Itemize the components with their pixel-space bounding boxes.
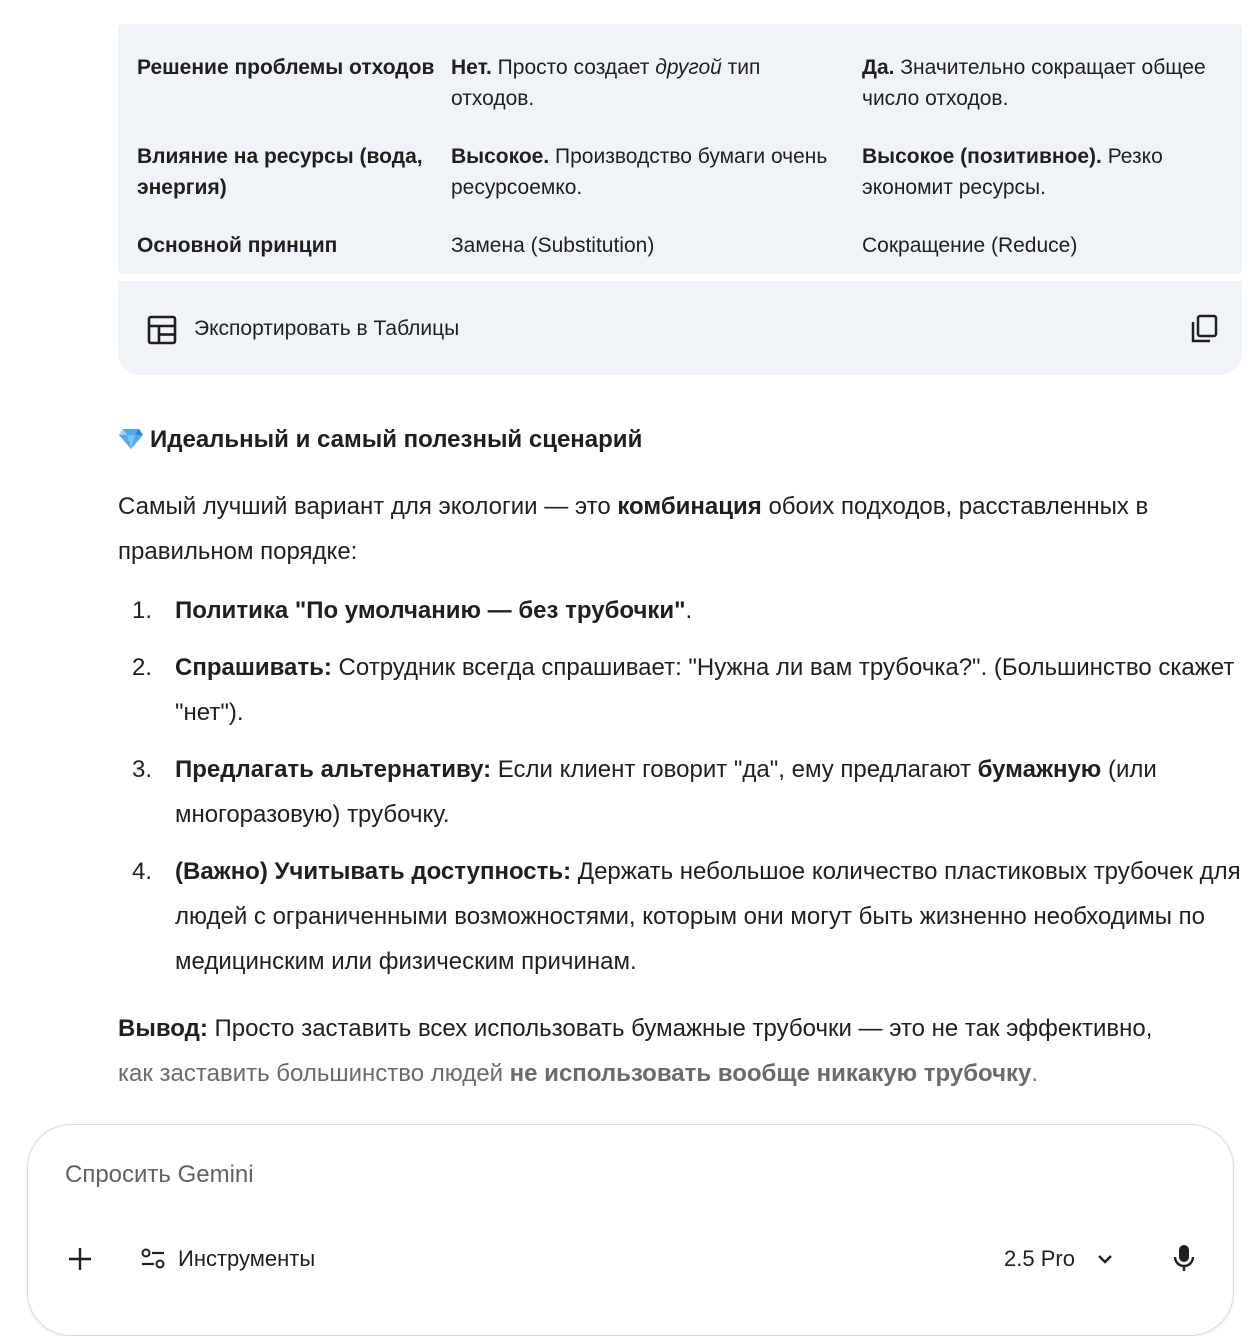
prompt-composer [27,1124,1234,1336]
row-label: Основной принцип [137,234,338,257]
row-label: Влияние на ресурсы (вода, энергия) [137,145,423,199]
row-label: Решение проблемы отходов [137,56,435,79]
intro-paragraph: Самый лучший вариант для экологии — это комбинация обоих подходов, расставленных в правильном порядке: [118,493,1149,565]
plus-icon[interactable] [64,1243,96,1275]
cell: Нет. Просто создает другой тип отходов. [451,56,761,110]
list-item: 2. Спрашивать: Сотрудник всегда спрашивает: "Нужна ли вам трубочка?". (Большинство скажет "нет"). [132,654,1235,726]
comparison-table [118,24,1242,274]
numbered-list [118,588,1248,996]
cell: Высокое. Производство бумаги очень ресурсоемко. [451,145,828,199]
list-item: 4. (Важно) Учитывать доступность: Держать небольшое количество пластиковых трубочек для людей с ограниченными возможностями, которым они могут быть жизненно необходимы по медицинским или физическим причинам. [132,858,1241,975]
tools-button[interactable] [140,1241,315,1277]
tools-label: Инструменты [178,1246,316,1271]
gem-icon [118,428,144,450]
list-item: 3. Предлагать альтернативу: Если клиент говорит "да", ему предлагают бумажную (или многоразовую) трубочку. [132,756,1157,828]
export-bar [118,281,1242,375]
prompt-input[interactable] [65,1161,965,1189]
conclusion: Вывод: Просто заставить всех использовать бумажные трубочки — это не так эффективно, как заставить большинство людей не использовать вообще никакую трубочку. [118,1015,1153,1087]
export-to-sheets-button[interactable]: Экспортировать в Таблицы [194,317,460,340]
copy-icon[interactable] [1190,314,1218,344]
cell: Замена (Substitution) [451,234,655,257]
model-selector[interactable] [1004,1241,1115,1277]
mic-icon[interactable] [1170,1243,1198,1273]
model-label: 2.5 Pro [1004,1246,1075,1271]
list-item: 1. Политика "По умолчанию — без трубочки". [132,597,693,624]
cell: Высокое (позитивное). Резко экономит ресурсы. [862,145,1163,199]
cell: Сокращение (Reduce) [862,234,1078,257]
tools-icon [140,1246,166,1272]
section-heading: Идеальный и самый полезный сценарий [118,424,642,456]
table-icon[interactable] [147,315,177,345]
cell: Да. Значительно сокращает общее число отходов. [862,56,1206,110]
chevron-down-icon [1095,1249,1115,1269]
